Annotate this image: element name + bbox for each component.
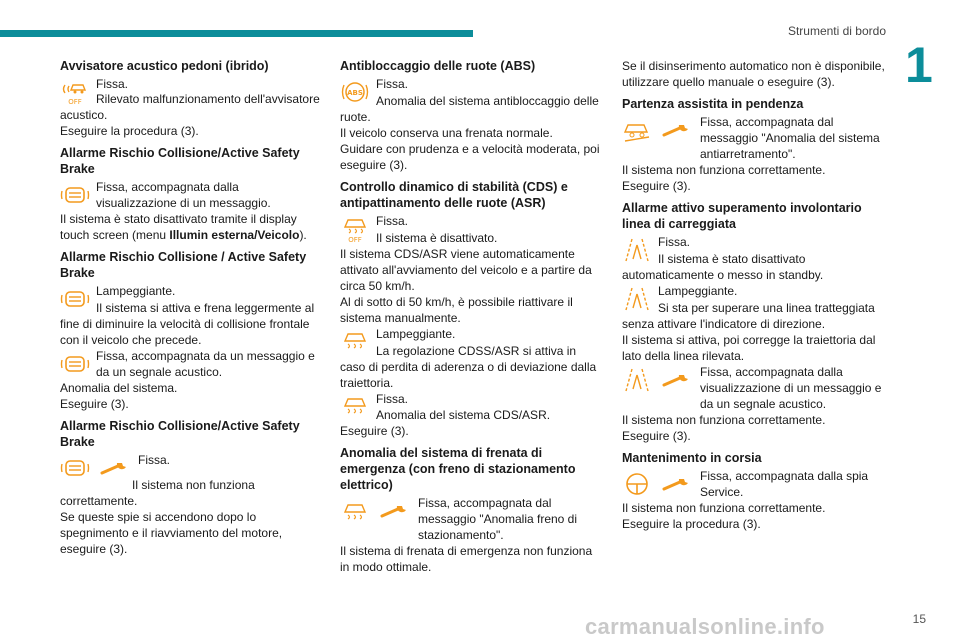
text: Il sistema è stato disattivato automaticamente o messo in standby. (622, 252, 824, 282)
text: Il sistema non funziona correttamente. (60, 478, 255, 508)
text: Eseguire (3). (622, 179, 691, 193)
section-heading: Allarme Rischio Collisione / Active Safety Brake (60, 250, 307, 280)
collision-alert-icon (60, 453, 90, 483)
text: La regolazione CDSS/ASR si attiva in caso di perdita di aderenza o di deviazione dalla traiettoria. (340, 344, 597, 390)
text: Il sistema non funziona correttamente. (622, 413, 826, 427)
text: Fissa. (138, 453, 171, 467)
collision-alert-icon (60, 180, 90, 210)
text: Anomalia del sistema antibloccaggio delle ruote. (340, 94, 599, 124)
text: Al di sotto di 50 km/h, è possibile riattivare il sistema manualmente. (340, 295, 573, 325)
text: Fissa. (376, 392, 409, 406)
text: Eseguire la procedura (3). (622, 517, 761, 531)
text: Se queste spie si accendono dopo lo spegnimento e il riavviamento del motore, eseguire (3). (60, 510, 283, 556)
text: Fissa, accompagnata dal messaggio "Anomalia del sistema antiarretramento". (700, 115, 880, 161)
text: Fissa. (96, 77, 129, 91)
stability-control-icon (340, 327, 370, 357)
text: Se il disinserimento automatico non è disponibile, utilizzare quello manuale o eseguire (3). (622, 59, 885, 89)
warning-row (60, 179, 322, 211)
warning-row (622, 114, 886, 162)
section-title: Strumenti di bordo (787, 24, 886, 38)
column-1 (60, 58, 322, 557)
wrench-icon (662, 472, 692, 494)
lane-departure-icon (622, 235, 652, 265)
text: Il sistema non funziona correttamente. (622, 501, 826, 515)
section-heading: Antibloccaggio delle ruote (ABS) (340, 59, 536, 73)
text: Il sistema di frenata di emergenza non funziona in modo ottimale. (340, 544, 593, 574)
stability-control-icon (340, 392, 370, 422)
text: Eseguire (3). (340, 424, 409, 438)
text: Il sistema CDS/ASR viene automaticamente attivato all'avviamento del veicolo e a partire da circa 50 km/h. (340, 247, 592, 293)
wrench-icon (662, 368, 692, 390)
section-heading: Allarme Rischio Collisione/Active Safety Brake (60, 419, 300, 449)
section-heading: Allarme Rischio Collisione/Active Safety Brake (60, 146, 300, 176)
text: Fissa. (376, 214, 409, 228)
text: Fissa, accompagnata dalla spia Service. (700, 469, 869, 499)
text: Il sistema è stato disattivato tramite il display touch screen (menu Illumin esterna/Veicolo). (60, 212, 307, 242)
text: Fissa, accompagnata dal messaggio "Anomalia freno di stazionamento". (418, 496, 578, 542)
section-heading: Mantenimento in corsia (622, 451, 762, 465)
text: Anomalia del sistema. (60, 381, 178, 395)
warning-row (622, 364, 886, 412)
text: Anomalia del sistema CDS/ASR. (376, 408, 551, 422)
warning-row (340, 391, 604, 423)
text: Rilevato malfunzionamento dell'avvisatore acustico. (60, 92, 320, 122)
text: Il sistema non funziona correttamente. (622, 163, 826, 177)
text: Fissa, accompagnata dalla visualizzazione di un messaggio e da un segnale acustico. (700, 365, 882, 411)
watermark: carmanualsonline.info (585, 614, 825, 639)
section-heading: Anomalia del sistema di frenata di emergenza (con freno di stazionamento elettrico) (340, 446, 576, 492)
text: Eseguire (3). (60, 397, 129, 411)
section-heading: Controllo dinamico di stabilità (CDS) e antipattinamento delle ruote (ASR) (340, 180, 568, 210)
warning-row (340, 495, 604, 543)
text: Lampeggiante. (658, 284, 738, 298)
wrench-icon (100, 456, 130, 478)
column-3 (622, 58, 886, 532)
text: Guidare con prudenza e a velocità moderata, poi eseguire (3). (340, 142, 600, 172)
warning-row (622, 468, 886, 500)
section-heading: Partenza assistita in pendenza (622, 97, 804, 111)
svg-text:ABS: ABS (347, 89, 363, 97)
text: Eseguire la procedura (3). (60, 124, 199, 138)
text: Il sistema è disattivato. (376, 231, 498, 245)
abs-icon (340, 77, 370, 107)
text: Il sistema si attiva e frena leggermente al fine di diminuire la velocità di collisione frontale con il veicolo che precede. (60, 301, 315, 347)
lane-keeping-icon (622, 469, 652, 499)
text: Il sistema si attiva, poi corregge la traiettoria dal lato della linea rilevata. (622, 333, 876, 363)
wrench-icon (662, 118, 692, 140)
collision-alert-icon (60, 284, 90, 314)
text: Fissa, accompagnata dalla visualizzazione di un messaggio. (96, 180, 271, 210)
text: Fissa. (376, 77, 409, 91)
hill-start-assist-icon (622, 115, 652, 145)
lane-departure-icon (622, 365, 652, 395)
section-heading: Allarme attivo superamento involontario linea di carreggiata (622, 201, 862, 231)
stability-control-off-icon (340, 214, 370, 244)
header-accent-bar (0, 30, 473, 37)
text: Lampeggiante. (376, 327, 456, 341)
pedestrian-alert-off-icon (60, 77, 90, 107)
text: Lampeggiante. (96, 284, 176, 298)
warning-row (60, 348, 322, 380)
page-number: 15 (912, 612, 926, 626)
svg-text:OFF: OFF (68, 98, 82, 106)
wrench-icon (380, 499, 410, 521)
text: Il veicolo conserva una frenata normale. (340, 126, 553, 140)
lane-departure-icon (622, 284, 652, 314)
text: Fissa, accompagnata da un messaggio e da un segnale acustico. (96, 349, 315, 379)
svg-text:OFF: OFF (348, 236, 362, 244)
text: Eseguire (3). (622, 429, 691, 443)
column-2 (340, 58, 604, 575)
text: Si sta per superare una linea tratteggiata senza attivare l'indicatore di direzione. (622, 301, 875, 331)
text: Fissa. (658, 235, 691, 249)
emergency-brake-icon (340, 496, 370, 526)
collision-alert-icon (60, 349, 90, 379)
chapter-number: 1 (905, 37, 933, 93)
section-heading: Avvisatore acustico pedoni (ibrido) (60, 59, 269, 73)
